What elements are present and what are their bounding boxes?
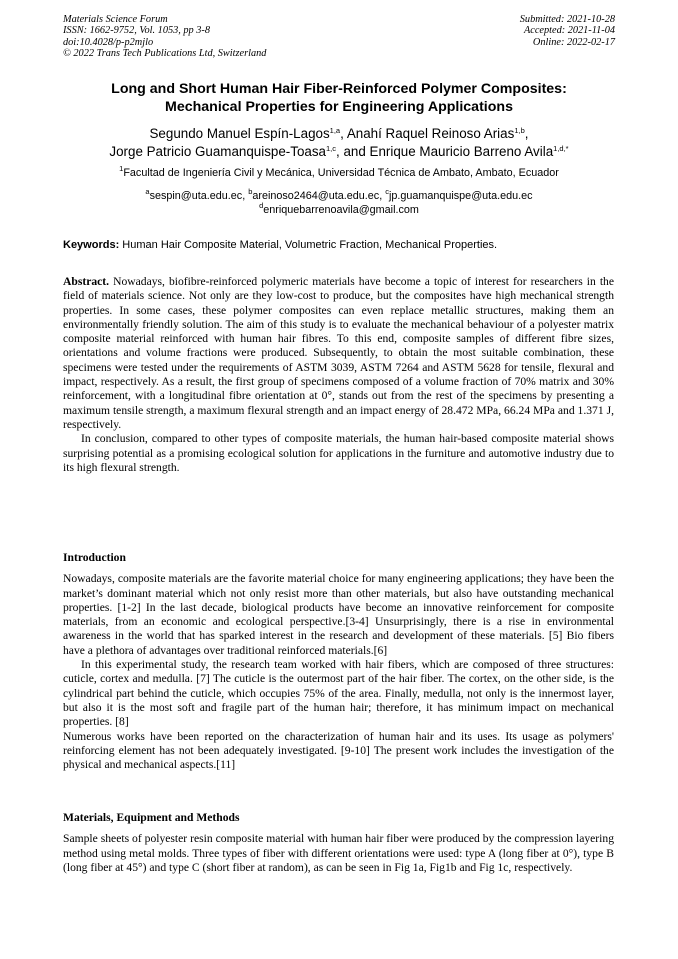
paper-title — [40, 80, 638, 116]
issn-line: ISSN: 1662-9752, Vol. 1053, pp 3-8 — [63, 25, 211, 37]
author-separator: , — [524, 126, 529, 141]
author-sup: 1,d,* — [553, 143, 569, 153]
journal-header-left — [63, 14, 266, 60]
abstract-paragraph-1 — [63, 275, 614, 432]
author-sup: 1,b — [514, 126, 525, 135]
submitted-date: Submitted: 2021-10-28 — [519, 14, 615, 25]
introduction-paragraph-2: In this experimental study, the research team worked with hair fibers, which are composed of three structures: cuticle, cortex and medulla. [7] The cuticle is the outermost part of the hair fiber. The cortex, on the other side, is the cylindrical part behind the cuticle, which occupies 75% of the area. Finally, medulla, not only is the innermost layer, but also it is the most soft and fragile part of the human hair; therefore, it has minimum impact on mechanical properties. [8] — [63, 658, 614, 729]
emails-line-1 — [30, 189, 648, 203]
methods-paragraph-1: Sample sheets of polyester resin composite material with human hair fiber were produced by the compression layering method using metal molds. Three types of fiber with different orientations were used: type A (long fiber at 0°), type B (long fiber at 45°) and type C (short fiber at random), as can be seen in Fig 1a, Fig1b and Fig 1c, respectively. — [63, 832, 614, 874]
journal-header-right — [520, 14, 615, 48]
author-separator: , and — [336, 143, 370, 159]
doi-line: doi:10.4028/p-p2mjlo — [63, 36, 154, 48]
email: sespin@uta.edu.ec, — [149, 190, 249, 202]
methods-section — [63, 811, 614, 875]
author-separator: , — [340, 126, 347, 141]
journal-name: Materials Science Forum — [63, 14, 168, 25]
keywords-label: Keywords: — [63, 239, 120, 251]
email-sup: a — [145, 187, 150, 196]
abstract-paragraph-2: In conclusion, compared to other types of composite materials, the human hair-based composite material shows surprising potential as a promising ecological solution for applications in the furniture and automotive industry due to its high flexural strength. — [63, 432, 614, 474]
introduction-heading: Introduction — [63, 551, 126, 564]
introduction-section — [63, 551, 614, 772]
keywords-text: Human Hair Composite Material, Volumetric Fraction, Mechanical Properties. — [119, 239, 498, 251]
email: enriquebarrenoavila@gmail.com — [263, 204, 419, 216]
introduction-paragraph-1: Nowadays, composite materials are the favorite material choice for many engineering applications; they have been the market’s dominant material which not only resist more than other materials, but also have outstanding mechanical properties. [1-2] In the last decade, biological products have become an innovative reinforcement for composite materials, from an economic and ecological perspective.[3-4] Unsurprisingly, there is a rise in environmental awareness in the world that has sparked interest in the research and development of these materials. [5] Bio fibers have a plethora of advantages over traditional reinforced materials.[6] — [63, 572, 614, 657]
emails-line-2 — [30, 203, 648, 217]
author-list — [30, 125, 648, 160]
introduction-paragraph-3: Numerous works have been reported on the characterization of human hair and its uses. Its usage as polymers' reinforcing element has not been adequately investigated. [9-10] The present work includes the investigation of the physical and mechanical aspects.[11] — [63, 729, 614, 772]
email-sup: d — [259, 201, 264, 210]
authors-line-2 — [30, 143, 648, 161]
abstract-label: Abstract. — [63, 275, 110, 288]
methods-heading: Materials, Equipment and Methods — [63, 811, 240, 824]
authors-line-1 — [30, 125, 648, 143]
title-line-2: Mechanical Properties for Engineering Applications — [165, 99, 513, 115]
accepted-date: Accepted: 2021-11-04 — [523, 25, 615, 37]
email-sup: b — [248, 187, 253, 196]
keywords — [63, 238, 623, 252]
online-date: Online: 2022-02-17 — [532, 36, 615, 48]
email-sup: c — [385, 187, 389, 196]
affiliation — [30, 164, 648, 180]
affiliation-sup: 1 — [119, 164, 124, 173]
author-name: Segundo Manuel Espín-Lagos — [149, 126, 330, 141]
author-name: Anahí Raquel Reinoso Arias — [346, 126, 515, 141]
abstract-section — [63, 275, 614, 475]
email: jp.guamanquispe@uta.edu.ec — [388, 190, 533, 202]
author-sup: 1,a — [329, 126, 341, 135]
author-emails — [30, 189, 648, 217]
affiliation-text: Facultad de Ingeniería Civil y Mecánica, Universidad Técnica de Ambato, Ambato, Ecuador — [123, 167, 559, 179]
abstract-text: Nowadays, biofibre-reinforced polymeric materials have become a topic of interest for researchers in the field of materials science. Not only are they low-cost to produce, but the composites have high mechanical strength properties. In some cases, these polymer composites can even replace metallic structures, making them an environmentally friendly solution. The aim of this study is to evaluate the mechanical behaviour of a polyester matrix composite material reinforced with human hair fibres. To this end, composite samples of different fibre sizes, orientations and volume fractions were produced. Subsequently, to obtain the most suitable combination, these specimens were tested under the requirements of ASTM 3039, ASTM 7264 and ASTM 5628 for tensile, flexural and impact, respectively. As a result, the first group of specimens composed of a volume fraction of 70% matrix and 30% reinforcement, with a longitudinal fibre orientation at 0°, stands out from the rest of the specimens by presenting a maximum tensile strength, a maximum flexural strength and an impact energy of 28.472 MPa, 66.24 MPa and 1.371 J, respectively. — [63, 275, 614, 431]
author-name: Jorge Patricio Guamanquispe-Toasa — [109, 143, 327, 159]
email: areinoso2464@uta.edu.ec, — [252, 190, 386, 202]
author-sup: 1,c — [326, 143, 337, 153]
copyright-line: © 2022 Trans Tech Publications Ltd, Switzerland — [63, 48, 267, 60]
author-name: Enrique Mauricio Barreno Avila — [369, 143, 554, 159]
title-line-1: Long and Short Human Hair Fiber-Reinforced Polymer Composites: — [111, 81, 567, 97]
